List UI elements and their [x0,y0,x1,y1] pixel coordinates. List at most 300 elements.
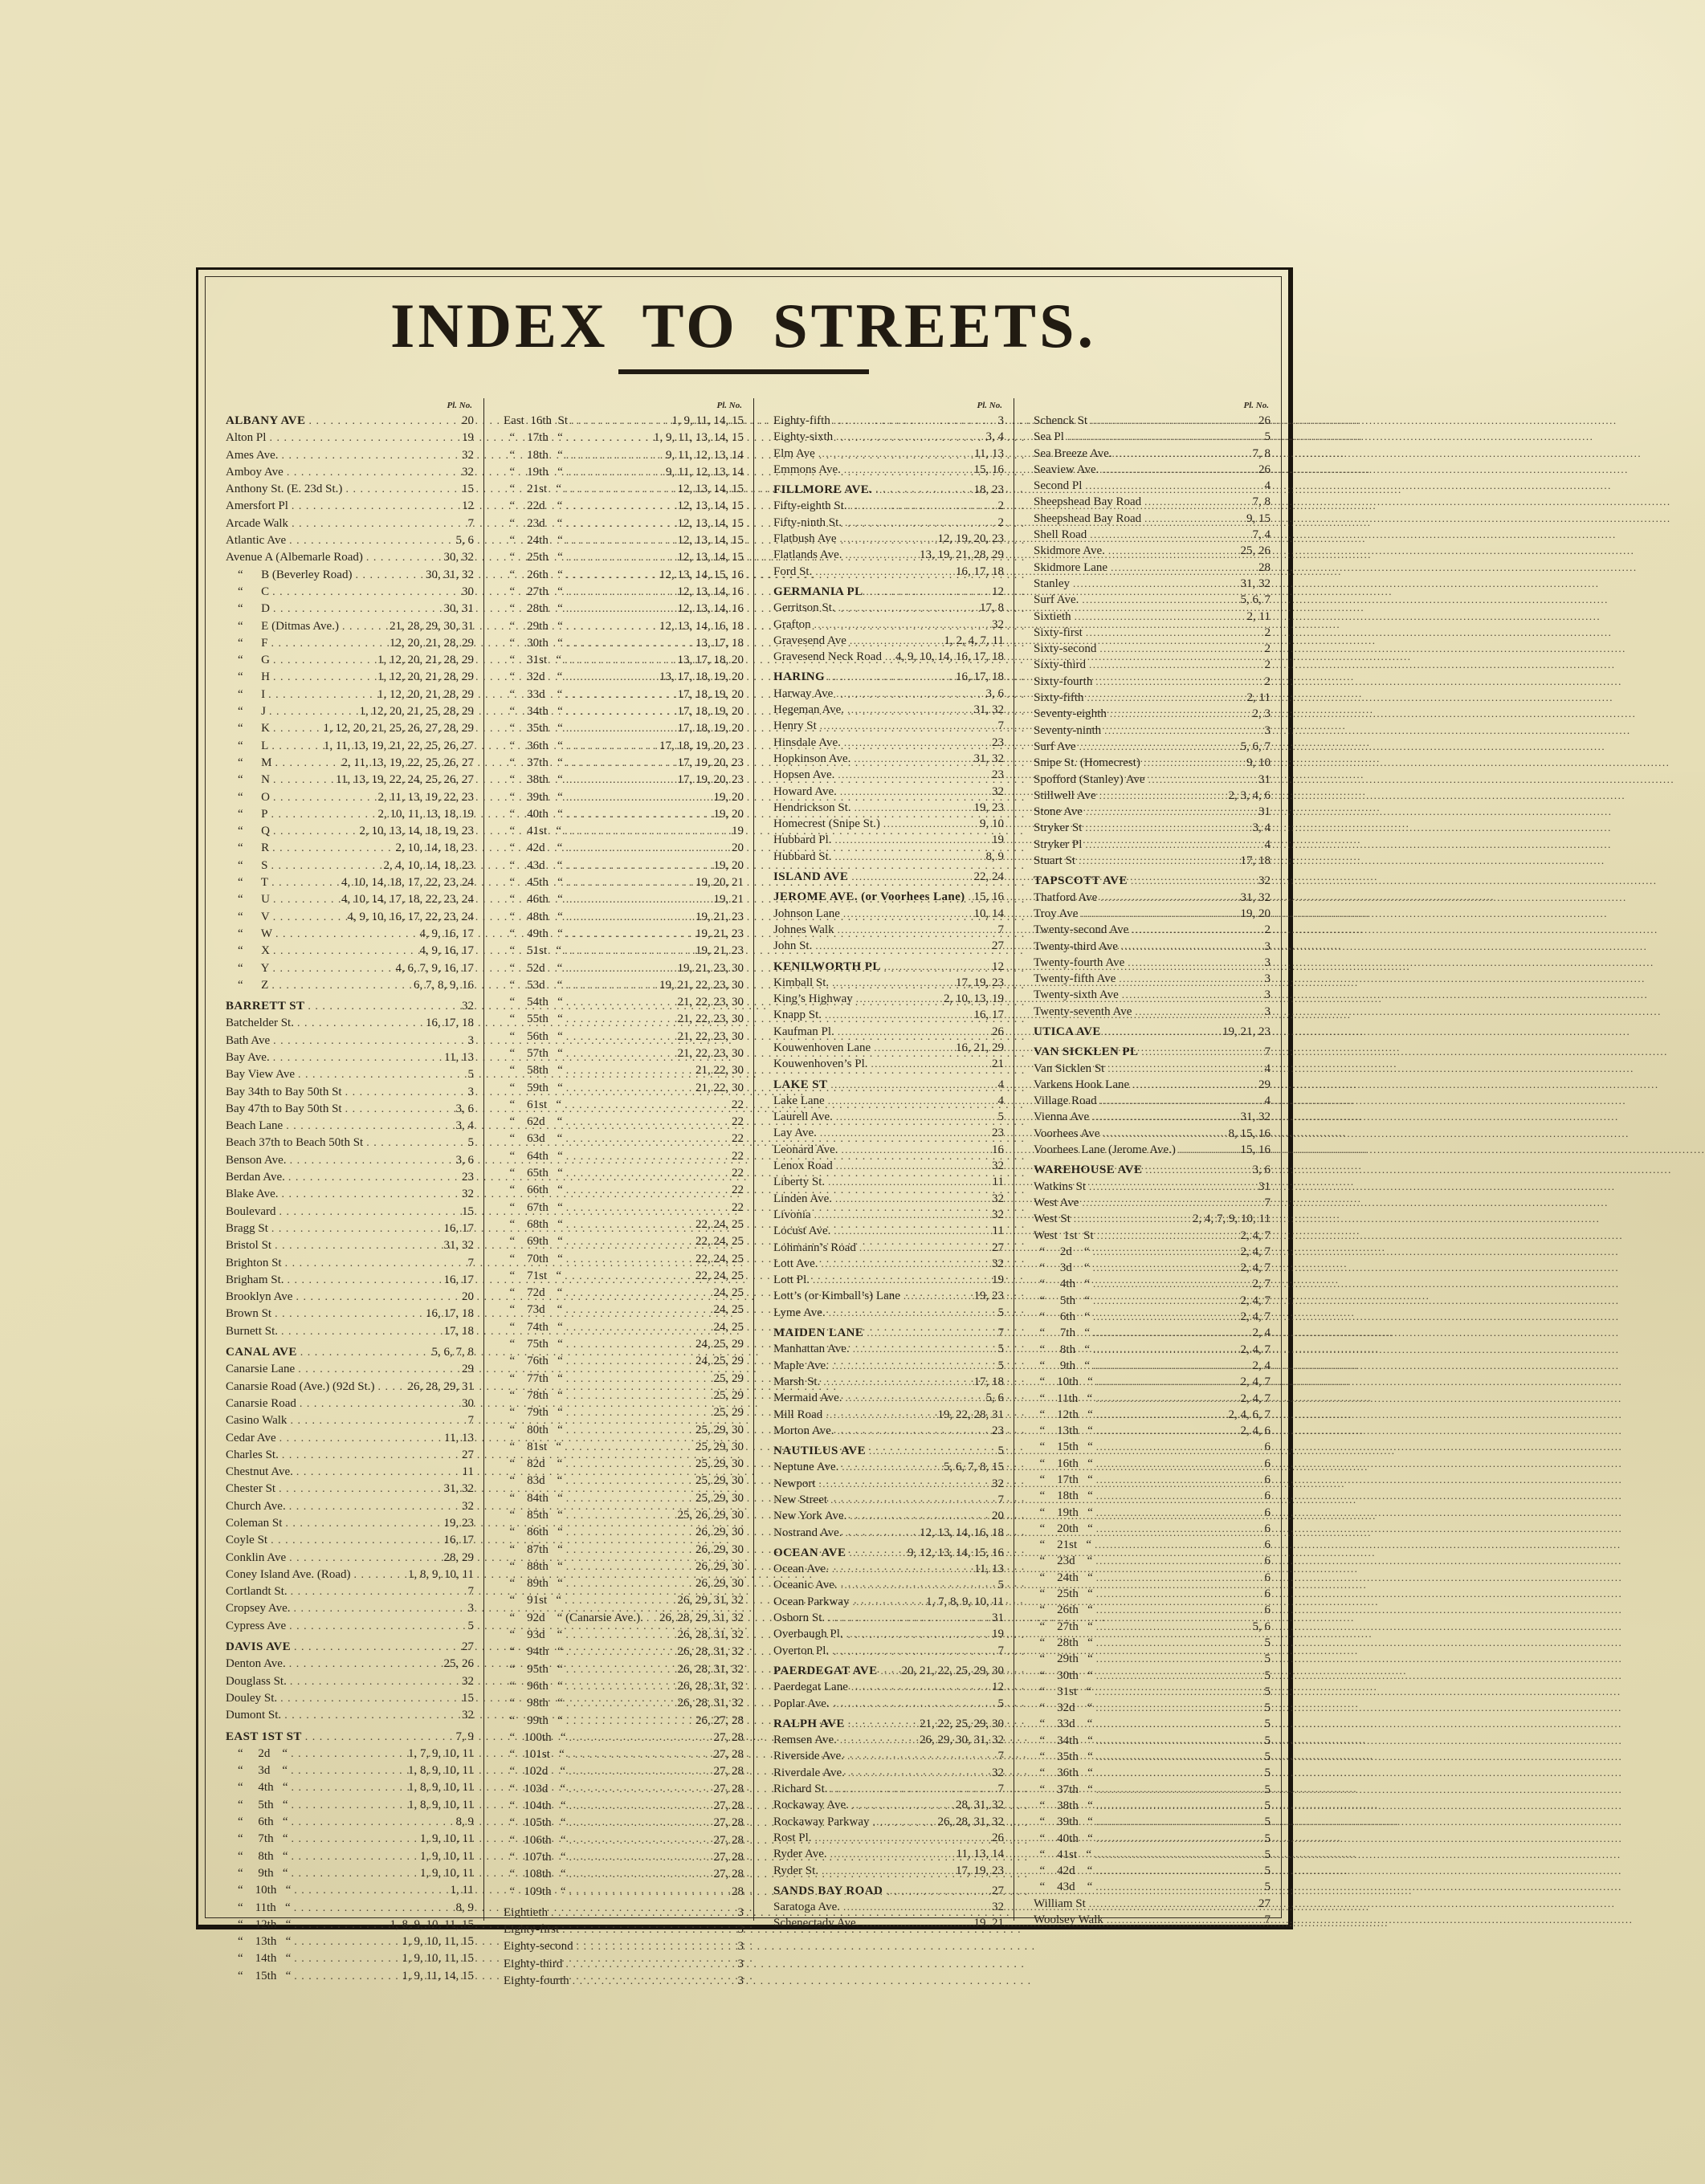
dot-leader [565,669,656,686]
plate-numbers: 1, 9, 10, 11 [420,1832,474,1846]
street-name: Snipe St. (Homecrest) [1034,756,1140,770]
index-row [754,975,1014,991]
dot-leader [273,789,375,806]
index-row [206,1033,483,1049]
street-name: WAREHOUSE AVE [1034,1163,1143,1177]
dot-leader [849,1545,904,1561]
plate-numbers: 12 [992,585,1004,598]
dot-leader [1096,1374,1238,1390]
index-row [1014,1586,1280,1602]
dot-leader [871,1056,989,1072]
plate-numbers: 13, 17, 18 [695,636,744,650]
dot-leader [294,1950,398,1967]
street-name: “ 9th “ [1034,1359,1090,1372]
street-name: Sixty-second [1034,642,1097,656]
dot-leader [969,889,971,905]
dot-leader [566,1559,692,1575]
street-name: Bay Ave. [226,1050,270,1064]
plate-numbers: 3 [467,1602,474,1616]
plate-numbers: 3 [467,1033,474,1047]
street-name: Arcade Walk [226,516,289,530]
index-row [206,1169,483,1186]
plate-numbers: 2 [997,499,1004,513]
index-row [1014,657,1280,673]
plate-numbers: 7, 8 [1252,495,1271,509]
index-row [754,816,1014,832]
plate-numbers: 23 [992,1424,1004,1437]
plate-numbers: 5, 6, 7 [1240,593,1271,607]
dot-leader [298,1066,464,1083]
street-name: Charles St. [226,1448,279,1461]
street-name: “ 41st “ [504,825,562,838]
dot-leader [291,1762,405,1779]
plate-numbers: 4 [997,1094,1004,1107]
dot-leader [820,718,995,734]
dot-leader [273,823,357,840]
plate-numbers: 21, 22, 30 [695,1081,744,1094]
index-row [754,784,1014,800]
index-row [206,464,483,481]
index-row [1014,1391,1280,1407]
dot-leader [1085,478,1261,494]
plate-numbers: 27 [992,1241,1004,1254]
plate-numbers: 3 [1264,939,1271,953]
street-name: “ 101st “ [504,1748,565,1762]
index-row [1014,1228,1280,1244]
dot-leader [551,1905,735,1921]
plate-numbers: 27, 28 [713,1816,744,1830]
plate-numbers: 4, 6, 7, 9, 16, 17 [395,961,474,975]
dot-leader [1096,1439,1262,1455]
plate-numbers: 12, 13, 14, 15 [677,516,744,530]
index-row [484,1182,753,1199]
dot-leader [825,1007,971,1023]
index-row [754,1341,1014,1357]
index-row [1014,1142,1280,1158]
index-row [1014,1896,1280,1912]
dot-leader [1093,1325,1250,1341]
index-row [1014,543,1280,559]
plate-numbers: 19, 21, 22, 23, 30 [659,978,744,992]
plate-numbers: 3 [1264,972,1271,986]
dot-leader [1089,1896,1255,1912]
index-row [1014,1619,1280,1635]
index-row [754,1374,1014,1390]
plate-numbers: 1, 8, 9, 10, 11, 15 [390,1917,474,1931]
index-row [206,1049,483,1066]
plate-numbers: 27 [462,1640,474,1654]
plate-numbers: 26, 28, 31, 32 [677,1662,744,1676]
index-row [206,532,483,549]
dot-leader [834,1223,989,1239]
plate-numbers: 4, 10, 14, 17, 18, 22, 23, 24 [341,893,474,907]
dot-leader [566,1524,692,1541]
dot-leader [566,1062,692,1079]
dot-leader [1089,657,1261,673]
plate-numbers: 25, 29 [713,1406,744,1420]
plate-numbers: 1, 11, 13, 19, 21, 22, 25, 26, 27 [324,739,474,752]
street-name: “ 11th “ [1034,1391,1093,1405]
plate-numbers: 31, 32 [1240,577,1271,590]
plate-numbers: 3 [1264,1004,1271,1018]
street-name: Sixtieth [1034,609,1071,623]
plate-number-column-header: Pl. No. [447,401,472,410]
dot-leader [838,922,995,938]
plate-numbers: 23 [462,1171,474,1184]
street-name: “ 33d “ [1034,1717,1093,1731]
street-name: Sheepshead Bay Road [1034,511,1142,525]
plate-numbers: 27, 28 [713,1868,744,1881]
dot-leader [566,1011,675,1028]
dot-leader [1097,1228,1238,1244]
index-row [484,926,753,943]
index-row [206,1306,483,1322]
street-name: “ 66th “ [504,1184,563,1197]
index-row [484,806,753,823]
plate-numbers: 5 [997,1359,1004,1372]
index-row [1014,1814,1280,1830]
plate-numbers: 1, 9, 11, 14, 15 [402,1969,474,1982]
index-row [206,789,483,806]
street-name: Cortlandt St. [226,1585,288,1599]
plate-numbers: 1, 9, 11, 14, 15 [671,414,744,427]
plate-numbers: 12 [992,960,1004,973]
plate-numbers: 6 [1264,1457,1271,1470]
index-row [754,1716,1014,1732]
index-row [1014,625,1280,641]
dot-leader [566,1507,675,1524]
index-row [754,1814,1014,1830]
plate-numbers: 30 [462,585,474,598]
street-name: GERMANIA PL [773,585,863,598]
index-row [206,1412,483,1429]
street-name: Brigham St. [226,1273,284,1286]
dot-leader [565,687,674,703]
street-name: “ 62d “ [504,1115,563,1129]
dot-leader [565,1302,710,1318]
street-name: “ 15th “ [226,1969,292,1982]
street-name: Thatford Ave [1034,890,1098,904]
index-row [754,869,1014,885]
index-row [754,482,1014,498]
dot-leader [292,498,459,515]
index-row [754,1476,1014,1492]
index-row [754,1358,1014,1374]
plate-numbers: 15, 16 [973,462,1004,476]
plate-numbers: 26 [992,1025,1004,1038]
dot-leader [566,1713,692,1730]
plate-number-column-header: Pl. No. [977,401,1002,410]
index-row [484,1695,753,1712]
street-name: VAN SICKLEN PL [1034,1045,1139,1059]
dot-leader [565,977,656,994]
dot-leader [565,960,674,977]
index-row [484,738,753,755]
index-row [754,498,1014,514]
plate-numbers: 6 [1264,1506,1271,1519]
dot-leader [830,1077,994,1093]
plate-numbers: 27 [992,1884,1004,1897]
dot-leader [294,1639,459,1656]
plate-numbers: 27 [1258,1897,1271,1910]
street-name: “ 29th “ [1034,1652,1093,1666]
street-name: Ford St. [773,564,813,578]
dot-leader [848,1765,989,1781]
plate-numbers: 2, 4, 7 [1240,1245,1271,1258]
plate-numbers: 12, 13, 14, 16, 18 [920,1526,1004,1539]
dot-leader [844,735,989,751]
dot-leader [566,1029,675,1045]
street-name: Morton Ave. [773,1424,834,1437]
street-name: Douglass St. [226,1674,287,1688]
street-name: Sea Breeze Ave. [1034,446,1112,460]
street-name: West Ave [1034,1196,1079,1209]
index-row [206,1831,483,1848]
street-name: Woolsey Walk [1034,1913,1103,1927]
street-name: “ 13th “ [1034,1424,1093,1438]
street-name: Kouwenhoven Lane [773,1041,871,1054]
plate-numbers: 25, 26, 29, 30 [677,1509,744,1522]
street-name: “ 69th “ [504,1235,563,1249]
plate-numbers: 1, 9, 10, 11, 15 [402,1935,474,1949]
street-name: “ 84th “ [504,1491,563,1505]
plate-numbers: 12, 19, 20, 23 [937,532,1004,546]
index-row [1014,1423,1280,1439]
index-row [754,1443,1014,1459]
dot-leader [569,1866,710,1883]
dot-leader [822,1256,989,1272]
dot-leader [1096,1488,1262,1504]
dot-leader [282,447,459,464]
street-name: “ 51st “ [504,944,562,958]
index-row [206,1968,483,1985]
plate-numbers: 19, 22, 28, 31 [937,1408,1004,1421]
plate-numbers: 6 [1264,1473,1271,1486]
street-name: Spofford (Stanley) Ave [1034,772,1145,786]
index-row [754,959,1014,975]
dot-leader [874,1040,952,1056]
plate-numbers: 4, 9, 16, 17 [419,927,474,940]
plate-numbers: 9, 10 [980,817,1004,831]
index-row [484,840,753,857]
dot-leader [843,906,971,922]
index-row [754,600,1014,616]
street-name: Leonard Ave. [773,1143,838,1156]
street-name: “ 2d “ [1034,1245,1090,1258]
dot-leader [569,1849,710,1866]
plate-numbers: 5 [467,1136,474,1150]
street-name: “ M [226,756,272,769]
plate-numbers: 11 [992,1176,1004,1189]
street-name: “ 8th “ [1034,1343,1090,1356]
plate-numbers: 7 [997,923,1004,936]
dot-leader [281,1323,440,1340]
index-row [206,515,483,532]
street-name: “ 18th “ [504,448,563,462]
dot-leader [828,1610,989,1626]
plate-numbers: 30 [462,1396,474,1410]
dot-leader [292,515,464,532]
plate-numbers: 27, 28 [713,1748,744,1762]
street-name: Kaufman Pl. [773,1025,834,1038]
street-name: “ H [226,670,270,684]
plate-numbers: 2, 11, 13, 19, 22, 25, 26, 27 [341,756,474,769]
dot-leader [565,1456,692,1473]
dot-leader [305,1729,453,1746]
plate-numbers: 12, 13, 14, 15 [677,534,744,548]
index-row [484,1592,753,1609]
street-name: West 1st St [1034,1228,1094,1242]
street-name: “ 24th “ [1034,1571,1093,1584]
dot-leader [566,618,656,635]
plate-numbers: 15 [462,1204,474,1218]
street-name: Alton Pl [226,431,267,445]
dot-leader [271,635,387,652]
plate-numbers: 4, 9, 16, 17 [419,944,474,958]
plate-numbers: 8, 9 [455,1901,474,1914]
plate-numbers: 19 [992,1628,1004,1641]
street-name: LAKE ST [773,1078,828,1091]
street-name: Brooklyn Ave [226,1290,293,1304]
index-row [1014,1749,1280,1765]
dot-leader [1131,873,1255,889]
index-column-4 [1014,398,1280,1927]
plate-numbers: 32 [992,1192,1004,1205]
index-row [484,498,753,515]
plate-numbers: 5 [1264,1864,1271,1878]
index-row [206,618,483,635]
plate-numbers: 3, 6 [455,1153,474,1167]
plate-numbers: 19 [462,431,474,445]
plate-numbers: 17, 19, 20, 23 [677,756,744,769]
street-name: Ryder St. [773,1864,819,1877]
index-row [754,1305,1014,1321]
index-column-1 [206,398,483,1982]
plate-numbers: 27, 28 [713,1833,744,1847]
street-name: BARRETT ST [226,1000,305,1013]
plate-numbers: 26, 29, 30 [695,1542,744,1556]
plate-numbers: 17, 8 [980,601,1004,615]
plate-numbers: 24, 25, 29 [695,1338,744,1351]
dot-leader [566,1080,692,1097]
plate-numbers: 26, 29, 30 [695,1559,744,1573]
dot-leader [1082,592,1237,608]
index-row [1014,906,1280,922]
street-name: “ 19th “ [1034,1506,1093,1519]
street-name: “ 26th “ [1034,1603,1093,1617]
index-row [484,1884,753,1901]
dot-leader [566,1045,675,1062]
index-row [484,1610,753,1627]
plate-numbers: 7 [997,1783,1004,1796]
street-name: Denton Ave. [226,1657,286,1671]
index-row [484,874,753,891]
street-name: SANDS BAY ROAD [773,1884,883,1897]
dot-leader [273,652,374,669]
dot-leader [571,413,669,430]
index-row [754,938,1014,954]
street-name: Stone Ave [1034,805,1083,819]
plate-numbers: 22 [732,1115,744,1129]
street-name: Skidmore Ave. [1034,544,1105,558]
street-name: “ 81st “ [504,1440,562,1453]
plate-numbers: 17, 19, 23 [956,976,1004,989]
index-row [206,720,483,737]
street-name: Riverdale Ave. [773,1766,845,1779]
dot-leader [826,1407,934,1423]
plate-numbers: 22, 24, 25 [695,1252,744,1265]
dot-leader [565,1114,728,1131]
plate-numbers: 13, 19, 21, 28, 29 [920,548,1004,562]
plate-numbers: 5 [997,1343,1004,1356]
dot-leader [273,909,345,926]
index-row [484,1165,753,1182]
index-row [484,1938,753,1955]
index-row [754,531,1014,547]
street-name: “ 4th “ [1034,1277,1090,1291]
dot-leader [647,1610,656,1627]
street-name: “ 82d “ [504,1457,563,1471]
street-name: Bay 34th to Bay 50th St [226,1085,342,1098]
street-name: “ 9th “ [226,1866,288,1880]
plate-numbers: 26 [1258,414,1271,427]
street-name: Hopkinson Ave. [773,752,851,765]
street-name: “ 46th “ [504,893,563,907]
index-row [484,1148,753,1165]
dot-leader [1096,1472,1262,1488]
dot-leader [565,1627,674,1644]
street-name: “ J [226,705,266,719]
dot-leader [847,1748,994,1764]
plate-numbers: 1, 2, 4, 7, 11 [944,634,1004,647]
index-row [754,1158,1014,1174]
index-row [206,1673,483,1690]
dot-leader [1119,971,1261,987]
dot-leader [273,1033,464,1049]
index-row [754,1781,1014,1797]
street-name: “ 37th “ [1034,1783,1093,1796]
street-name: “ 3d “ [1034,1261,1090,1275]
index-row [206,1481,483,1497]
dot-leader [273,772,332,788]
street-name: Mermaid Ave. [773,1391,842,1405]
dot-leader [1073,576,1238,592]
index-row [484,1268,753,1285]
index-row [484,1473,753,1489]
street-name: EAST 1ST ST [226,1730,302,1743]
dot-leader [566,1233,692,1250]
index-row [754,1288,1014,1304]
street-name: FILLMORE AVE. [773,483,873,497]
index-row [484,823,753,840]
dot-leader [828,1174,989,1190]
plate-numbers: 25, 26 [1240,544,1271,558]
index-row [484,1336,753,1353]
dot-leader [851,1679,989,1695]
dot-leader [1148,772,1255,788]
street-name: “ 21st “ [504,483,562,496]
index-row [206,960,483,977]
street-name: Cedar Ave [226,1431,276,1444]
street-name: “ 19th “ [504,465,563,479]
index-row [484,447,753,464]
street-name: “ 106th “ [504,1833,566,1847]
street-name: “ 87th “ [504,1542,563,1556]
index-row [484,720,753,737]
dot-leader [823,1374,970,1390]
street-name: “ 40th “ [504,807,563,821]
plate-numbers: 3 [1264,988,1271,1002]
